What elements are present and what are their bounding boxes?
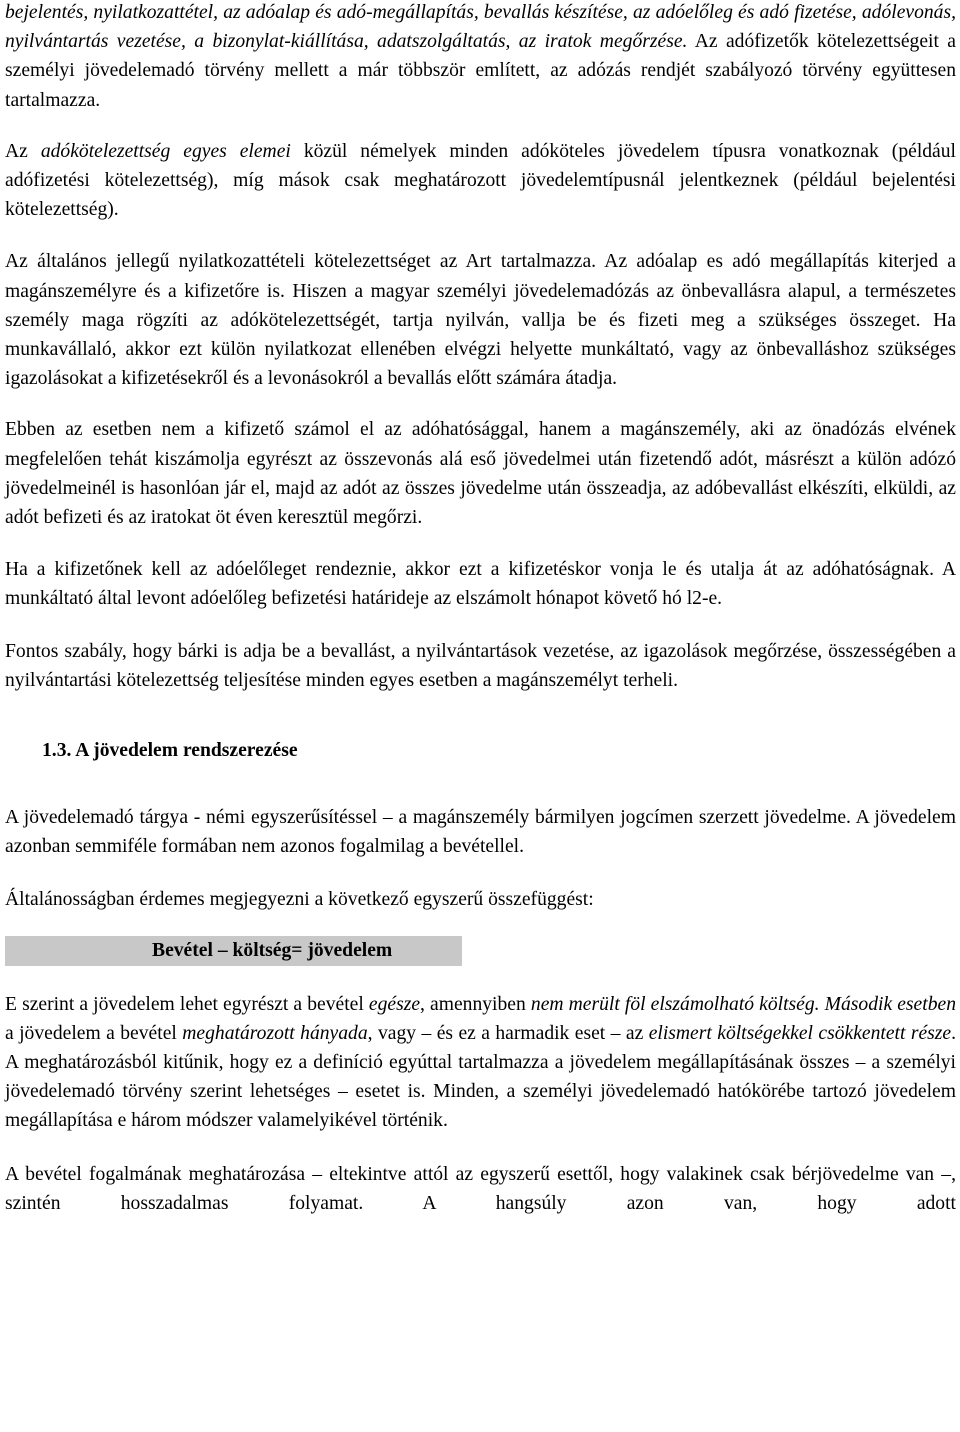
paragraph-revenue: A bevétel fogalmának meghatározása – eltekintve attól az egyszerű esettől, hogy valakinek csak bérjövedelme van –, szintén hosszadalmas folyamat. A hangsúly azon van, hogy adott — [5, 1163, 956, 1214]
paragraph-subject: A jövedelemadó tárgya - némi egyszerűsítéssel – a magánszemély bármilyen jogcímen szerzett jövedelme. A jövedelem azonban semmiféle formában nem azonos fogalmilag a bevétellel. — [5, 807, 956, 858]
paragraph-rule: Fontos szabály, hogy bárki is adja be a bevallást, a nyilvántartások vezetése, az igazolások megőrzése, összességében a nyilvántartási kötelezettség teljesítése minden egyes esetben a magánszemélyt terheli. — [5, 640, 956, 691]
paragraph-self-assessment: Ebben az esetben nem a kifizető számol el az adóhatósággal, hanem a magánszemély, aki az önadózás elvének megfelelően tehát kiszámolja egyrészt az összevonás alá eső jövedelmei után fizetendő adót, másrészt a külön adózó jövedelmeinél is hasonlóan jár el, majd az adót az összes jövedelme után összeadja, az adóbevallást elkészíti, elküldi, az adót befizeti és az iratokat öt éven keresztül megőrzi. — [5, 419, 956, 529]
text-run-italic: nem merült föl elszámolható költség. Második esetben — [530, 993, 956, 1015]
paragraph-relation: Általánosságban érdemes megjegyezni a következő egyszerű összefüggést: — [5, 889, 594, 911]
paragraph-obligations-list: bejelentés, nyilatkozattétel, az adóalap és adó-megállapítás, bevallás készítése, az adóelőleg és adó fizetése, adólevonás, nyilvántartás vezetése, a bizonylat-kiállítása, adatszolgáltatás, az iratok megőrzése. — [5, 2, 956, 53]
text-run-italic: adókötelezettség egyes elemei — [40, 140, 291, 162]
text-run-italic: elismert költségekkel csökkentett része — [648, 1022, 952, 1044]
document-page — [5, 0, 956, 1218]
formula-text: Bevétel – költség= jövedelem — [152, 939, 393, 961]
text-run-italic: egésze — [368, 993, 421, 1015]
formula-box — [5, 936, 462, 966]
paragraph-advance-payment: Ha a kifizetőnek kell az adóelőleget rendeznie, akkor ezt a kifizetéskor vonja le és utalja át az adóhatóságnak. A munkáltató által levont adóelőleg befizetési határideje az elszámolt hónapot követő hó l2-e. — [5, 559, 956, 610]
text-run: a jövedelem a bevétel — [5, 1022, 183, 1044]
text-run: , vagy – és ez a harmadik eset – az — [367, 1022, 649, 1044]
text-run: . A meghatározásból kitűnik, hogy ez a definíció egyúttal tartalmazza a jövedelem megállapításának összes – a személyi jövedelemadó törvény szerint lehetséges – esetet is. Minden, a személyi jövedelemadó hatókörébe tartozó jövedelem megállapítása e három módszer valamelyikével történik. — [5, 1022, 957, 1132]
paragraph-obligations — [5, 0, 956, 115]
text-run: , amennyiben — [420, 993, 531, 1015]
text-run: E szerint a jövedelem lehet egyrészt a bevétel — [5, 993, 369, 1015]
text-run: közül némelyek minden adóköteles jövedelem típusra vonatkoznak (például adófizetési kötelezettség), míg mások csak meghatározott jövedelemtípusnál jelentkeznek (például bejelentési kötelezettség). — [5, 140, 956, 221]
text-run-italic: meghatározott hányada — [182, 1022, 368, 1044]
paragraph-obligations-text: Az adófizetők kötelezettségeit a személyi jövedelemadó törvény mellett a már többször említett, az adózás rendjét szabályozó törvény együttesen tartalmazza. — [5, 31, 956, 111]
paragraph-elements — [5, 137, 956, 225]
text-run: Az — [5, 140, 41, 162]
section-heading: 1.3. A jövedelem rendszerezése — [42, 740, 298, 762]
paragraph-declaration: Az általános jellegű nyilatkozattételi kötelezettséget az Art tartalmazza. Az adóalap es adó megállapítás kiterjed a magánszemélyre és a kifizetőre is. Hiszen a magyar személyi jövedelemadózás az önbevallásra alapul, a természetes személy maga rögzíti az adókötelezettségét, tartja nyilván, vallja be és fizeti meg a szükséges összeget. Ha munkavállaló, akkor ezt külön nyilatkozat ellenében elvégzi helyette munkáltató, vagy az önbevalláshoz szükséges igazolásokat a kifizetésekről és a levonásokról a bevallás előtt számára átadja. — [5, 251, 956, 390]
paragraph-definition — [5, 990, 956, 1136]
